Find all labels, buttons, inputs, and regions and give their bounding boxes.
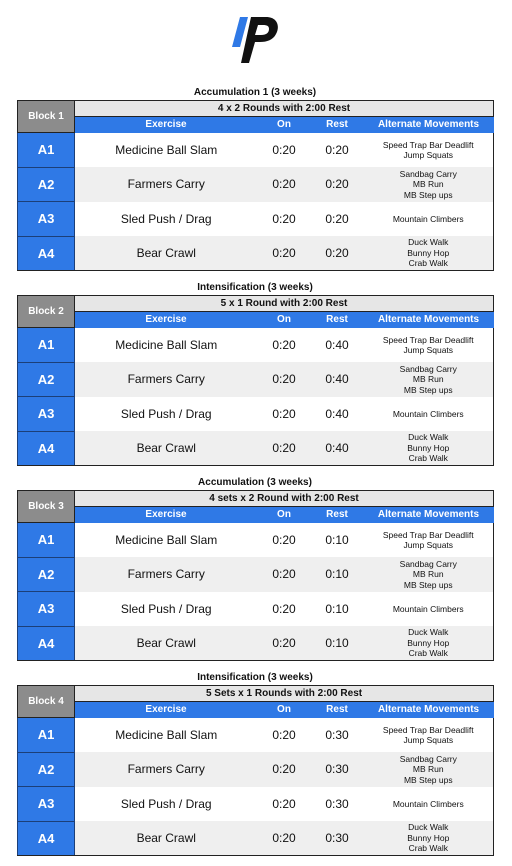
- block-table: [17, 490, 494, 661]
- rest-time: 0:10: [325, 533, 349, 547]
- exercise-row: [18, 167, 494, 202]
- exercise-name: Bear Crawl: [75, 626, 258, 661]
- on-time: 0:20: [258, 362, 311, 397]
- alternate-movement: MB Run: [412, 569, 444, 579]
- on-time: 0:20: [272, 211, 296, 226]
- alternate-movements: [364, 431, 494, 466]
- rest-time: 0:40: [311, 431, 364, 466]
- rest-time: 0:20: [325, 211, 349, 226]
- rest-time: 0:10: [325, 601, 349, 616]
- block-label: Block 2: [18, 296, 75, 328]
- exercise-row: [18, 718, 494, 753]
- exercise-code: A2: [18, 167, 75, 202]
- exercise-code: A3: [18, 202, 75, 237]
- alternate-movement: Crab Walk: [408, 648, 448, 659]
- exercise-row: [18, 752, 494, 787]
- alternate-movement: Sandbag Carry: [399, 558, 457, 569]
- exercise-name: Medicine Ball Slam: [115, 338, 218, 352]
- exercise-name: Medicine Ball Slam: [115, 143, 218, 157]
- exercise-row: [18, 557, 494, 592]
- on-time: 0:20: [272, 796, 296, 811]
- alternate-movement: Crab Walk: [408, 843, 448, 854]
- exercise-code: A4: [18, 431, 75, 466]
- exercise-name: Sled Push / Drag: [120, 406, 212, 421]
- rest-time: 0:20: [311, 167, 364, 202]
- alternate-movement: Bunny Hop: [407, 442, 450, 453]
- alternate-movement: Speed Trap Bar Deadlift: [382, 139, 474, 150]
- header-alternate: Alternate Movements: [364, 702, 494, 718]
- workout-block: [17, 281, 493, 466]
- alternate-movement: MB Run: [412, 764, 444, 774]
- alternate-movement: Mountain Climbers: [392, 798, 464, 809]
- rest-time: 0:40: [311, 362, 364, 397]
- exercise-name: Farmers Carry: [75, 362, 258, 397]
- header-exercise: Exercise: [75, 117, 258, 133]
- exercise-name: Bear Crawl: [75, 431, 258, 466]
- alternate-movements: [364, 523, 494, 558]
- alternate-movement: Duck Walk: [408, 237, 449, 248]
- alternate-movements: [364, 397, 494, 432]
- alternate-movements: [364, 202, 494, 237]
- exercise-code: A1: [18, 718, 75, 753]
- exercise-code: A1: [18, 523, 75, 558]
- header-exercise: Exercise: [75, 507, 258, 523]
- phase-title: Intensification (3 weeks): [197, 672, 313, 683]
- exercise-row: [18, 592, 494, 627]
- alternate-movement: Sandbag Carry: [399, 168, 457, 179]
- exercise-name: Bear Crawl: [75, 821, 258, 856]
- header-rest: Rest: [311, 312, 364, 328]
- on-time: 0:20: [258, 626, 311, 661]
- exercise-row: [18, 236, 494, 271]
- on-time: 0:20: [272, 728, 296, 742]
- exercise-name: Medicine Ball Slam: [115, 533, 218, 547]
- alternate-movement: Duck Walk: [408, 432, 449, 443]
- exercise-code: A4: [18, 821, 75, 856]
- exercise-row: [18, 397, 494, 432]
- phase-title: Accumulation (3 weeks): [198, 477, 312, 488]
- header-on: On: [258, 507, 311, 523]
- exercise-name: Sled Push / Drag: [120, 796, 212, 811]
- exercise-row: [18, 821, 494, 856]
- header-on: On: [258, 702, 311, 718]
- exercise-row: [18, 328, 494, 363]
- rest-time: 0:40: [325, 406, 349, 421]
- exercise-row: [18, 523, 494, 558]
- alternate-movements: [364, 328, 494, 363]
- on-time: 0:20: [272, 601, 296, 616]
- rest-time: 0:20: [325, 143, 349, 157]
- block-label: Block 1: [18, 101, 75, 133]
- alternate-movement: Jump Squats: [403, 540, 454, 550]
- alternate-movements: [364, 167, 494, 202]
- alternate-movement: Sandbag Carry: [399, 363, 457, 374]
- on-time: 0:20: [258, 557, 311, 592]
- block-table: [17, 685, 494, 856]
- alternate-movement: Jump Squats: [403, 345, 454, 355]
- header-alternate: Alternate Movements: [364, 117, 494, 133]
- rest-time: 0:10: [311, 626, 364, 661]
- alternate-movement: Speed Trap Bar Deadlift: [382, 724, 474, 735]
- exercise-code: A1: [18, 133, 75, 168]
- alternate-movement: MB Step ups: [403, 189, 453, 200]
- exercise-code: A3: [18, 787, 75, 822]
- phase-title: Intensification (3 weeks): [197, 282, 313, 293]
- header-alternate: Alternate Movements: [364, 312, 494, 328]
- header-rest: Rest: [311, 702, 364, 718]
- exercise-code: A2: [18, 557, 75, 592]
- alternate-movement: Sandbag Carry: [399, 753, 457, 764]
- block-table: [17, 295, 494, 466]
- alternate-movements: [364, 626, 494, 661]
- alternate-movements: [364, 718, 494, 753]
- on-time: 0:20: [258, 167, 311, 202]
- exercise-name: Bear Crawl: [75, 236, 258, 271]
- exercise-name: Farmers Carry: [75, 167, 258, 202]
- phase-title: Accumulation 1 (3 weeks): [193, 87, 317, 98]
- header-rest: Rest: [311, 117, 364, 133]
- exercise-name: Farmers Carry: [75, 752, 258, 787]
- exercise-row: [18, 787, 494, 822]
- rest-time: 0:20: [311, 236, 364, 271]
- alternate-movements: [364, 236, 494, 271]
- header-exercise: Exercise: [75, 702, 258, 718]
- block-table: [17, 100, 494, 271]
- header-exercise: Exercise: [75, 312, 258, 328]
- rest-time: 0:30: [311, 752, 364, 787]
- alternate-movement: Bunny Hop: [407, 637, 450, 648]
- alternate-movement: Jump Squats: [403, 150, 454, 160]
- exercise-row: [18, 202, 494, 237]
- alternate-movement: Crab Walk: [408, 258, 448, 269]
- exercise-code: A3: [18, 592, 75, 627]
- rounds-scheme: 4 sets x 2 Round with 2:00 Rest: [75, 491, 494, 507]
- rest-time: 0:10: [311, 557, 364, 592]
- workout-block: [17, 86, 493, 271]
- workout-block: [17, 671, 493, 856]
- rest-time: 0:40: [325, 338, 349, 352]
- alternate-movement: MB Run: [412, 374, 444, 384]
- on-time: 0:20: [272, 406, 296, 421]
- on-time: 0:20: [272, 338, 296, 352]
- exercise-code: A3: [18, 397, 75, 432]
- exercise-code: A2: [18, 362, 75, 397]
- header-alternate: Alternate Movements: [364, 507, 494, 523]
- rounds-scheme: 4 x 2 Rounds with 2:00 Rest: [75, 101, 494, 117]
- on-time: 0:20: [258, 752, 311, 787]
- header-rest: Rest: [311, 507, 364, 523]
- rounds-scheme: 5 Sets x 1 Rounds with 2:00 Rest: [75, 686, 494, 702]
- block-label: Block 3: [18, 491, 75, 523]
- exercise-code: A4: [18, 236, 75, 271]
- alternate-movement: Duck Walk: [408, 627, 449, 638]
- brand-logo: [232, 17, 282, 63]
- exercise-row: [18, 362, 494, 397]
- alternate-movement: MB Run: [412, 179, 444, 189]
- on-time: 0:20: [272, 533, 296, 547]
- alternate-movement: Bunny Hop: [407, 832, 450, 843]
- rounds-scheme: 5 x 1 Round with 2:00 Rest: [75, 296, 494, 312]
- alternate-movement: Duck Walk: [408, 822, 449, 833]
- alternate-movements: [364, 362, 494, 397]
- exercise-name: Medicine Ball Slam: [115, 728, 218, 742]
- exercise-code: A2: [18, 752, 75, 787]
- alternate-movement: Mountain Climbers: [392, 213, 464, 224]
- exercise-name: Farmers Carry: [75, 557, 258, 592]
- alternate-movement: Jump Squats: [403, 735, 454, 745]
- logo-p-shape: [241, 17, 278, 63]
- alternate-movement: Mountain Climbers: [392, 408, 464, 419]
- exercise-code: A1: [18, 328, 75, 363]
- exercise-row: [18, 626, 494, 661]
- exercise-name: Sled Push / Drag: [120, 601, 212, 616]
- header-on: On: [258, 312, 311, 328]
- workout-block: [17, 476, 493, 661]
- on-time: 0:20: [272, 143, 296, 157]
- alternate-movements: [364, 821, 494, 856]
- alternate-movement: MB Step ups: [403, 384, 453, 395]
- alternate-movement: Speed Trap Bar Deadlift: [382, 334, 474, 345]
- alternate-movements: [364, 787, 494, 822]
- on-time: 0:20: [258, 821, 311, 856]
- alternate-movement: MB Step ups: [403, 774, 453, 785]
- alternate-movements: [364, 592, 494, 627]
- header-on: On: [258, 117, 311, 133]
- exercise-row: [18, 431, 494, 466]
- exercise-row: [18, 133, 494, 168]
- on-time: 0:20: [258, 236, 311, 271]
- alternate-movement: Crab Walk: [408, 453, 448, 464]
- alternate-movements: [364, 752, 494, 787]
- alternate-movement: MB Step ups: [403, 579, 453, 590]
- alternate-movement: Speed Trap Bar Deadlift: [382, 529, 474, 540]
- block-label: Block 4: [18, 686, 75, 718]
- exercise-code: A4: [18, 626, 75, 661]
- alternate-movements: [364, 557, 494, 592]
- on-time: 0:20: [258, 431, 311, 466]
- rest-time: 0:30: [311, 821, 364, 856]
- rest-time: 0:30: [325, 728, 349, 742]
- alternate-movement: Bunny Hop: [407, 247, 450, 258]
- alternate-movement: Mountain Climbers: [392, 603, 464, 614]
- exercise-name: Sled Push / Drag: [120, 211, 212, 226]
- alternate-movements: [364, 133, 494, 168]
- rest-time: 0:30: [325, 796, 349, 811]
